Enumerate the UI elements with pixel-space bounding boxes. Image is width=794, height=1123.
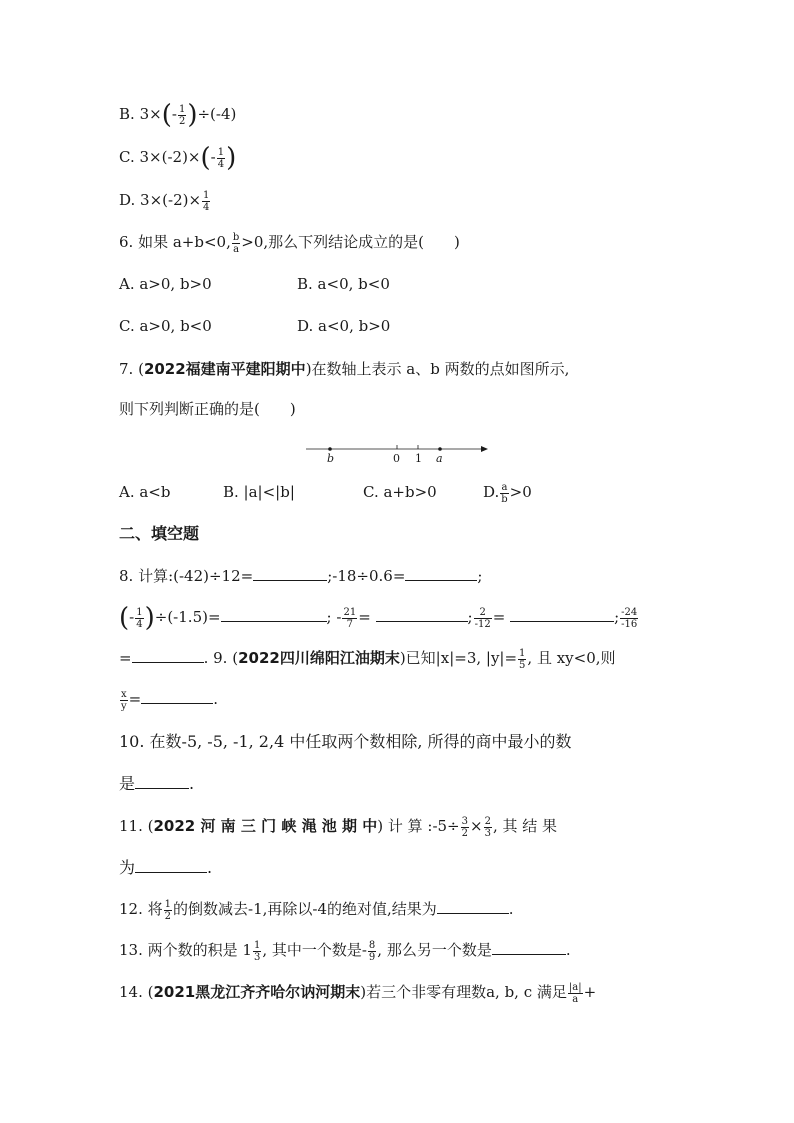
fraction: $\frac{b}{a}$ xyxy=(232,231,240,255)
q10-line-1: 10. 在数-5, -5, -1, 2,4 中任取两个数相除, 所得的商中最小的数 xyxy=(119,732,572,751)
q6-option-a: A. a>0, b>0 xyxy=(119,275,212,293)
fraction: $\frac{|a|}{a}$ xyxy=(568,981,582,1005)
question-source: 2021黑龙江齐齐哈尔讷河期末 xyxy=(153,983,361,1001)
fraction: $\frac{-24}{-16}$ xyxy=(621,606,638,630)
q6-option-d: D. a<0, b>0 xyxy=(297,317,391,335)
q6-option-b: B. a<0, b<0 xyxy=(297,275,390,293)
fraction: $\frac{1}{3}$ xyxy=(253,939,261,963)
fraction: $\frac{8}{9}$ xyxy=(368,939,376,963)
q7-option-a: A. a<b xyxy=(119,483,171,501)
q5-option-c: C. 3×(-2)×(- $\frac{1}{4}$ ) xyxy=(119,143,237,173)
q11-line-1: 11. (2022 河 南 三 门 峡 渑 池 期 中) 计 算 :-5÷ $\frac{3}{2}$ × $\frac{2}{3}$ , 其 结 果 xyxy=(119,815,558,839)
q6-option-c: C. a>0, b<0 xyxy=(119,317,212,335)
q7-option-d: D. $\frac{a}{b}$ >0 xyxy=(483,481,532,505)
fraction: $\frac{1}{2}$ xyxy=(178,103,186,127)
number-line-arrow xyxy=(481,446,488,452)
q5-option-d: D. 3×(-2)× $\frac{1}{4}$ xyxy=(119,189,210,213)
label-b: b xyxy=(327,452,335,465)
q8-line-1: 8. 计算:(-42)÷12= ;-18÷0.6= ; xyxy=(119,567,483,585)
fraction: $\frac{21}{7}$ xyxy=(343,606,357,630)
answer-blank[interactable] xyxy=(141,689,213,704)
answer-blank[interactable] xyxy=(492,940,566,955)
question-source: 2022四川绵阳江油期末 xyxy=(238,649,400,667)
q11-line-2: 为 . xyxy=(119,858,213,877)
fraction: $\frac{1}{4}$ xyxy=(203,189,210,213)
q12-line: 12. 将 $\frac{1}{2}$ 的倒数减去-1,再除以-4的绝对值,结果为 . xyxy=(119,898,514,922)
fraction: $\frac{2}{-12}$ xyxy=(474,606,491,630)
q7-stem-2: 则下列判断正确的是( ) xyxy=(119,400,296,418)
q14-line: 14. (2021黑龙江齐齐哈尔讷河期末)若三个非零有理数a, b, c 满足 $\frac{|a|}{a}$ + xyxy=(119,981,597,1005)
q6-stem: 6. 如果 a+b<0, $\frac{b}{a}$ >0,那么下列结论成立的是( ) xyxy=(119,231,460,255)
fraction: $\frac{1}{4}$ xyxy=(217,146,225,170)
fraction: $\frac{x}{y}$ xyxy=(121,688,127,712)
label-a: a xyxy=(436,452,443,465)
number-line-figure xyxy=(300,440,500,466)
fraction: $\frac{2}{3}$ xyxy=(484,815,491,839)
answer-blank[interactable] xyxy=(135,858,207,873)
answer-blank[interactable] xyxy=(221,607,327,622)
fraction: $\frac{a}{b}$ xyxy=(501,481,508,505)
q7-stem: 7. (2022福建南平建阳期中)在数轴上表示 a、b 两数的点如图所示, xyxy=(119,360,570,378)
q10-line-2: 是 . xyxy=(119,774,195,793)
fraction: $\frac{1}{4}$ xyxy=(136,606,143,630)
q9-line-2: $\frac{x}{y}$ = . xyxy=(121,688,219,712)
answer-blank[interactable] xyxy=(253,566,327,581)
label-zero: 0 xyxy=(393,452,400,465)
q7-option-c: C. a+b>0 xyxy=(363,483,437,501)
q8-line-2: (- $\frac{1}{4}$ )÷(-1.5)= ; - $\frac{21}{7}$ = ; $\frac{2}{-12}$ = ; $\frac{-24}{-16}$ xyxy=(119,603,638,633)
fraction: $\frac{1}{5}$ xyxy=(519,647,526,671)
answer-blank[interactable] xyxy=(405,566,477,581)
answer-blank[interactable] xyxy=(132,648,204,663)
fraction: $\frac{1}{2}$ xyxy=(164,898,171,922)
answer-blank[interactable] xyxy=(510,607,614,622)
answer-blank[interactable] xyxy=(437,899,509,914)
q8-q9-line: = . 9. (2022四川绵阳江油期末)已知|x|=3, |y|= $\frac{1}{5}$ , 且 xy<0,则 xyxy=(119,647,616,671)
fraction: $\frac{3}{2}$ xyxy=(461,815,468,839)
answer-blank[interactable] xyxy=(135,774,189,789)
q7-option-b: B. |a|<|b| xyxy=(223,483,295,501)
point-a xyxy=(438,447,442,451)
point-b xyxy=(328,447,332,451)
question-source: 2022 河 南 三 门 峡 渑 池 期 中 xyxy=(153,817,378,835)
question-source: 2022福建南平建阳期中 xyxy=(143,360,306,378)
label-one: 1 xyxy=(415,452,422,465)
section-title: 二、填空题 xyxy=(119,524,200,543)
q5-option-b: B. 3×(- $\frac{1}{2}$ )÷(-4) xyxy=(119,100,237,130)
q13-line: 13. 两个数的积是 1 $\frac{1}{3}$ , 其中一个数是- $\frac{8}{9}$ , 那么另一个数是 . xyxy=(119,939,571,963)
answer-blank[interactable] xyxy=(376,607,468,622)
